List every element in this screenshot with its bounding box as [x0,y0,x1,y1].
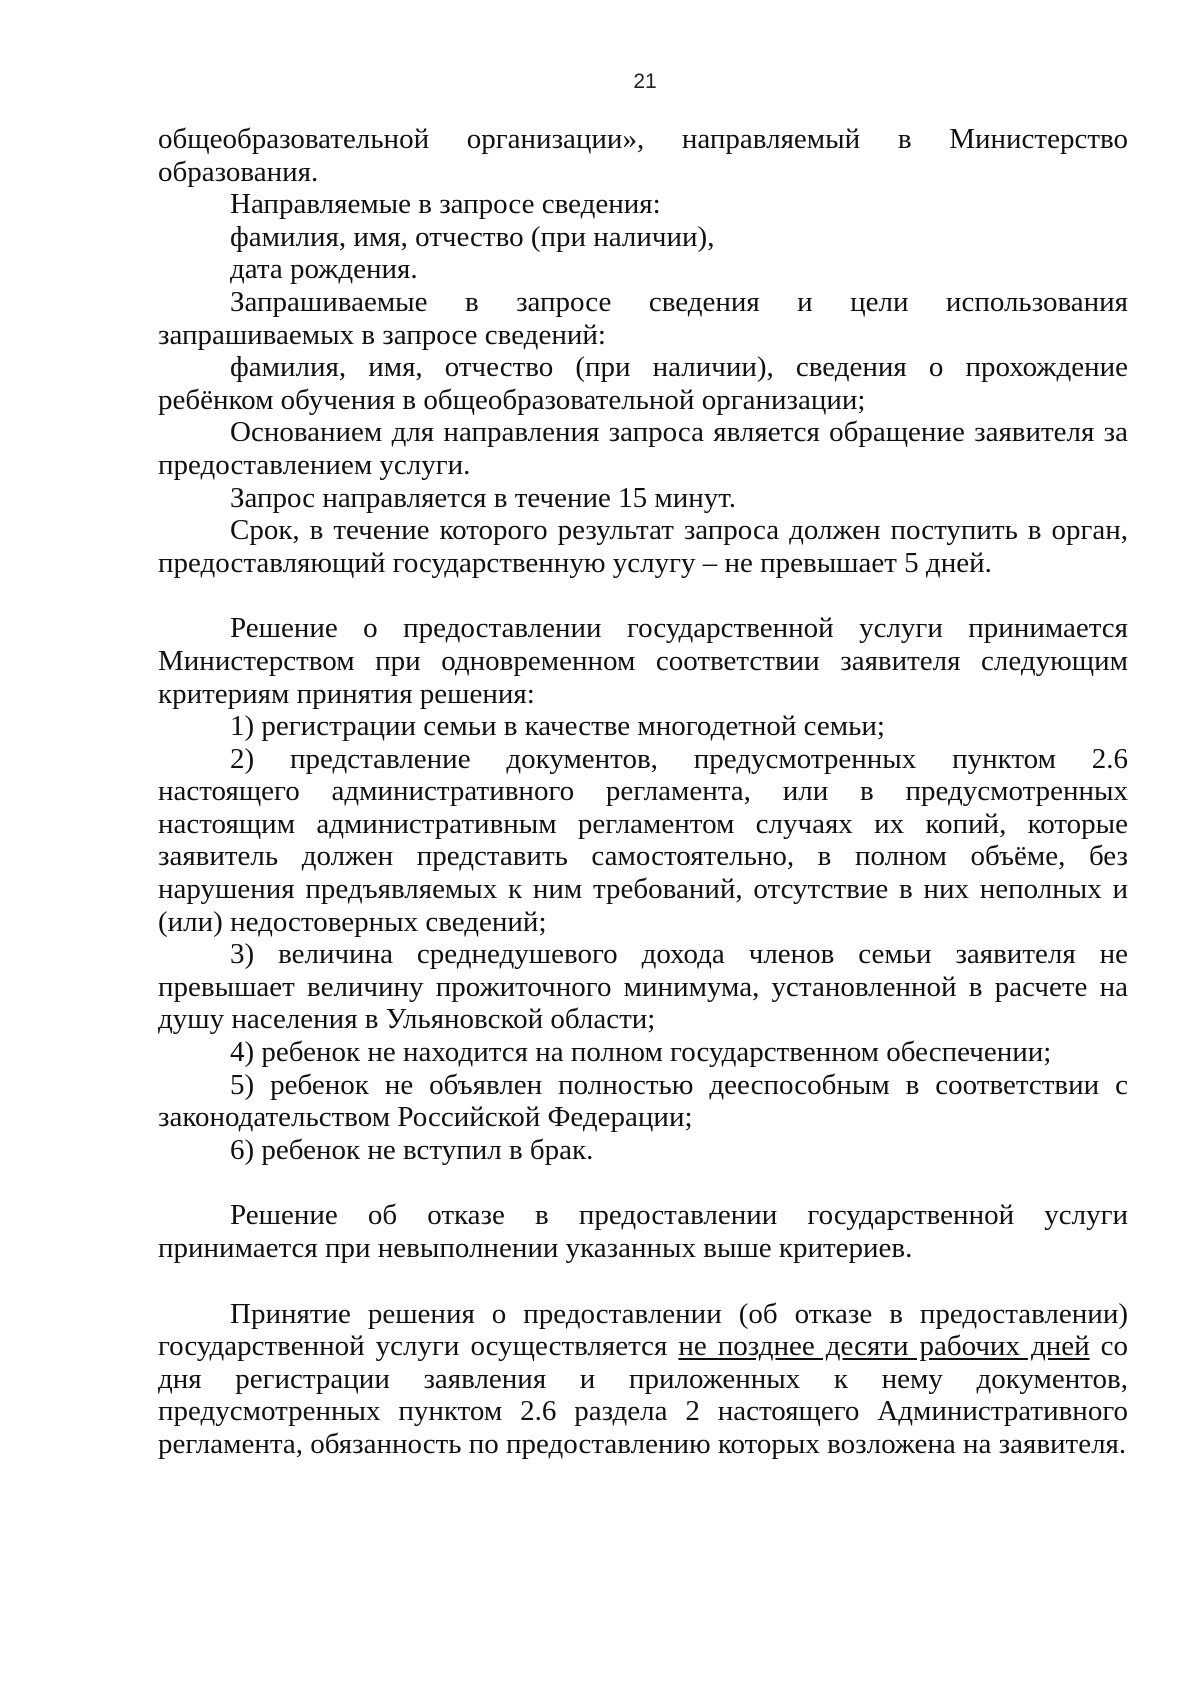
paragraph-request-time: Запрос направляется в течение 15 минут. [230,481,737,514]
paragraph-response-term: Срок, в течение которого результат запроса должен поступить в орган, предоставляющий государственную услугу – не превышает 5 дней. [158,514,1128,579]
spacer [158,1265,1128,1298]
decision-term-text-2: со дня регистрации заявления и приложенных к нему документов, предусмотренных пунктом 2.6 раздела 2 настоящего Административного регламента, обязанность по предоставлению которых возложена на заявителя. [158,1330,1128,1460]
criteria-item-1: 1) регистрации семьи в качестве многодетной семьи; [230,710,885,743]
paragraph-request-birthdate: дата рождения. [230,253,418,286]
paragraph-intro-line1: общеобразовательной организации», направляемый в Министерство [158,123,1128,155]
paragraph-requested-fio: фамилия, имя, отчество (при наличии), сведения о прохождение ребёнком обучения в общеобразовательной организации; [158,351,1128,416]
paragraph-decision-term [158,1298,1128,1461]
criteria-item-5: 5) ребенок не объявлен полностью дееспособным в соответствии с законодательством Российской Федерации; [158,1068,1128,1134]
criteria-item-4: 4) ребенок не находится на полном государственном обеспечении; [230,1036,1052,1069]
paragraph-request-data-heading: Направляемые в запросе сведения: [230,188,661,221]
paragraph-refusal: Решение об отказе в предоставлении государственной услуги принимается при невыполнении указанных выше критериев. [158,1199,1128,1264]
decision-term-text-1: Принятие решения о предоставлении (об отказе в предоставлении) государственной услуги осуществляется [158,1297,1128,1363]
document-body [158,123,1128,1461]
paragraph-requested-data: Запрашиваемые в запросе сведения и цели использования запрашиваемых в запросе сведений: [158,285,1128,351]
decision-term-deadline: не позднее десяти рабочих дней [678,1330,1090,1363]
paragraph-decision-criteria: Решение о предоставлении государственной услуги принимается Министерством при одновременном соответствии заявителя следующим критериям принятия решения: [158,612,1128,710]
paragraph-basis: Основанием для направления запроса является обращение заявителя за предоставлением услуги. [158,416,1128,481]
criteria-item-3: 3) величина среднедушевого дохода членов семьи заявителя не превышает величину прожиточного минимума, установленной в расчете на душу населения в Ульяновской области; [158,938,1128,1036]
spacer [158,1166,1128,1199]
paragraph-request-fio: фамилия, имя, отчество (при наличии), [230,220,715,253]
paragraph-intro-line2: образования. [158,155,319,188]
page-number: 21 [633,70,657,93]
criteria-item-2: 2) представление документов, предусмотренных пунктом 2.6 настоящего административного регламента, или в предусмотренных настоящим административным регламентом случаях их копий, которые заявитель должен представить самостоятельно, в полном объёме, без нарушения предъявляемых к ним требований, отсутствие в них неполных и (или) недостоверных сведений; [158,742,1128,938]
spacer [158,579,1128,612]
criteria-item-6: 6) ребенок не вступил в брак. [230,1133,594,1166]
